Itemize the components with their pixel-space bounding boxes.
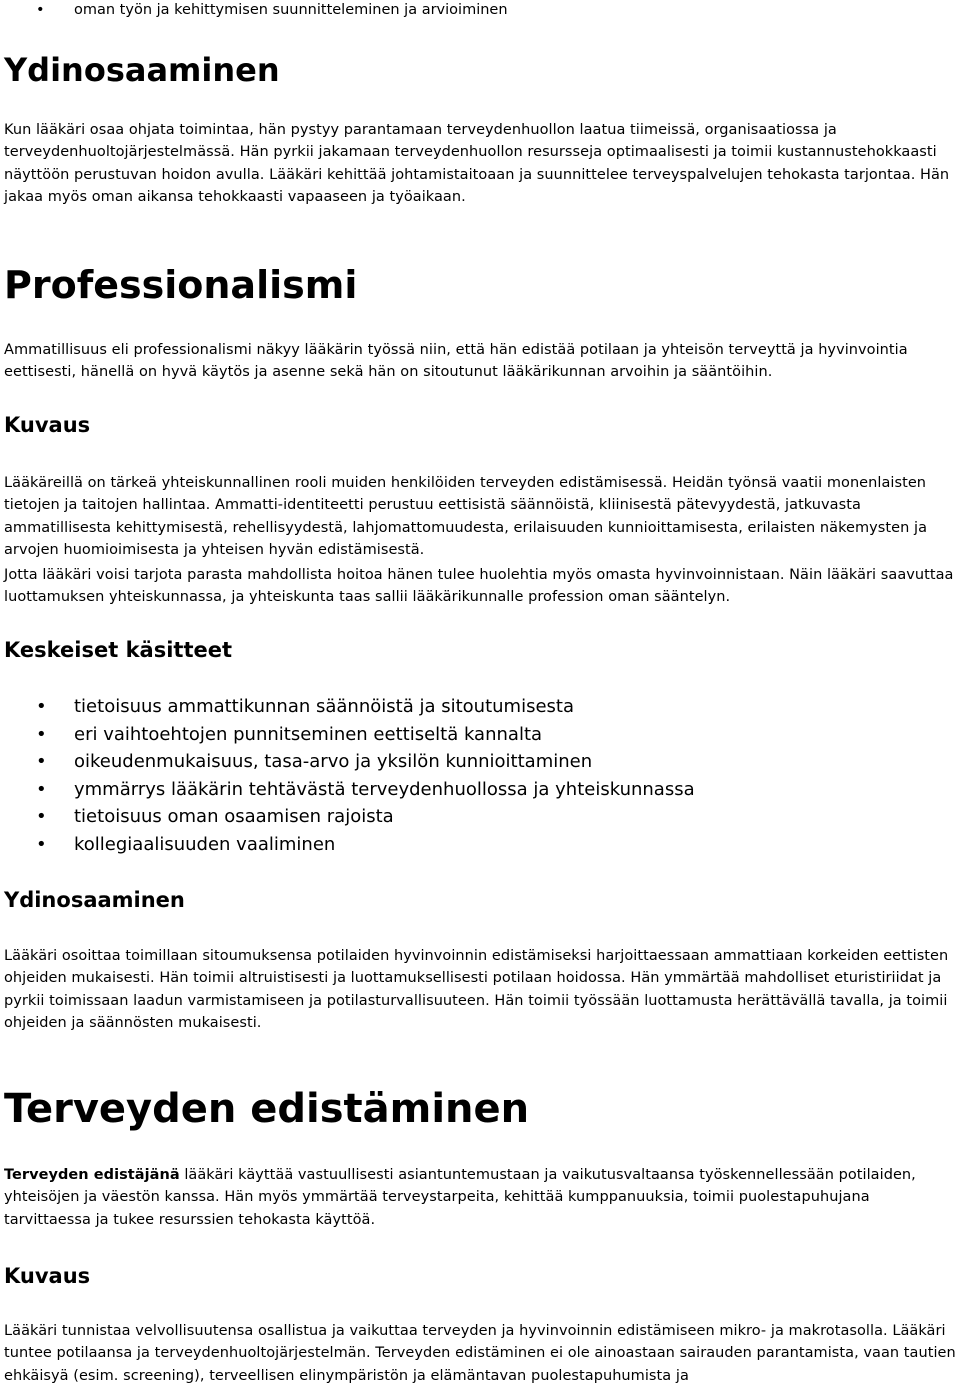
list-item — [0, 803, 960, 831]
keskeiset-list — [0, 693, 960, 859]
list-item-text: oikeudenmukaisuus, tasa-arvo ja yksilön kunnioittaminen — [74, 751, 593, 773]
section-paragraph: Lääkäreillä on tärkeä yhteiskunnallinen rooli muiden henkilöiden terveyden edistämisessä. Heidän työnsä vaatii monenlaisten tietojen ja taitojen hallintaa. Ammatti-identiteetti perustuu eettisistä säännöistä, kliinisestä pätevyydestä, jatkuvasta ammatillisesta kehittymisestä, rehellisyydestä, lahjomattomuudesta, erilaisuuden kunnioittamisesta, erilaisten näkemysten ja arvojen huomioimisesta ja yhteisen hyvän edistämisestä. — [4, 475, 928, 559]
list-item-text: ymmärrys lääkärin tehtävästä terveydenhuollossa ja yhteiskunnassa — [74, 778, 695, 800]
list-item-text: oman työn ja kehittymisen suunnitteleminen ja arvioiminen — [74, 2, 508, 18]
section-paragraph: Lääkäri osoittaa toimillaan sitoumuksensa potilaiden hyvinvoinnin edistämiseksi harjoittaessaan ammattiaan korkeiden eettisten ohjeiden mukaisesti. Hän toimii altruistisesti ja luottamuksellisesti potilaan hoidossa. Hän ymmärtää mahdolliset eturistiriidat ja pyrkii toimissaan laadun varmistamiseen ja potilasturvallisuuteen. Hän toimii työssään luottamusta herättävällä tavalla, ja toimii ohjeiden ja säännösten mukaisesti. — [4, 948, 949, 1032]
subheading-kuvaus: Kuvaus — [4, 1264, 91, 1288]
list-item — [0, 776, 960, 804]
section-heading-professionalismi: Professionalismi — [4, 263, 358, 307]
section-paragraph: Jotta lääkäri voisi tarjota parasta mahdollista hoitoa hänen tulee huolehtia myös omasta hyvinvoinnistaan. Näin lääkäri saavuttaa luottamuksen yhteiskunnassa, ja yhteiskunta taas sallii lääkärikunnalle profession oman sääntelyn. — [4, 567, 954, 606]
lead-text: lääkäri käyttää vastuullisesti asiantuntemustaan ja vaikutusvaltaansa työskennellessään potilaiden, yhteisöjen ja väestön kanssa. Hän myös ymmärtää terveystarpeita, kehittää kumppanuuksia, toimii puolestapuhujana tarvittaessa ja tukee resurssien tehokasta käyttöä. — [4, 1167, 916, 1228]
bullet-icon: • — [36, 751, 47, 773]
list-item — [0, 831, 960, 859]
bullet-icon: • — [36, 723, 47, 745]
subheading-keskeiset-kasitteet: Keskeiset käsitteet — [4, 638, 233, 662]
section-paragraph — [0, 1164, 960, 1231]
section-paragraph: Ammatillisuus eli professionalismi näkyy lääkärin työssä niin, että hän edistää potilaan ja yhteisön terveyttä ja hyvinvointia eettisesti, hänellä on hyvä käytös ja asenne sekä hän on sitoutunut lääkärikunnan arvoihin ja sääntöihin. — [4, 342, 908, 381]
list-item-text: tietoisuus ammattikunnan säännöistä ja sitoutumisesta — [74, 696, 574, 717]
list-item-text: tietoisuus oman osaamisen rajoista — [74, 806, 394, 828]
bullet-icon: • — [36, 2, 45, 18]
bullet-icon: • — [36, 778, 47, 800]
list-item-text: kollegiaalisuuden vaaliminen — [74, 833, 336, 855]
section-paragraph: Kun lääkäri osaa ohjata toimintaa, hän pystyy parantamaan terveydenhuollon laatua tiimeissä, organisaatiossa ja terveydenhuoltojärjestelmässä. Hän pyrkii jakamaan terveydenhuollon resursseja optimaalisesti ja toimii kustannustehokkaasti näyttöön perustuvan hoidon avulla. Lääkäri kehittää johtamistaitoaan ja suunnittelee terveyspalvelujen tehokasta tarjontaa. Hän jakaa myös oman aikansa tehokkaasti vapaaseen ja työaikaan. — [4, 122, 950, 206]
subheading-kuvaus: Kuvaus — [4, 413, 91, 437]
list-item — [0, 0, 960, 20]
subheading-ydinosaaminen: Ydinosaaminen — [4, 888, 185, 912]
list-item-text: eri vaihtoehtojen punnitseminen eettiseltä kannalta — [74, 723, 543, 745]
lead-bold-text: Terveyden edistäjänä — [4, 1167, 180, 1183]
section-heading-terveyden-edistaminen: Terveyden edistäminen — [4, 1086, 530, 1132]
bullet-icon: • — [36, 696, 47, 717]
list-item — [0, 721, 960, 749]
bullet-icon: • — [36, 833, 47, 855]
list-item — [0, 693, 960, 721]
list-item — [0, 748, 960, 776]
top-bullet-list — [0, 0, 960, 20]
section-heading-ydinosaaminen: Ydinosaaminen — [4, 51, 280, 89]
bullet-icon: • — [36, 806, 47, 828]
section-paragraph: Lääkäri tunnistaa velvollisuutensa osallistua ja vaikuttaa terveyden ja hyvinvoinnin edistämiseen mikro- ja makrotasolla. Lääkäri tuntee potilaansa ja terveydenhuoltojärjestelmän. Terveyden edistäminen ei ole ainoastaan sairauden parantamista, vaan tautien ehkäisyä (esim. screening), terveellisen elinympäristön ja elämäntavan puolestapuhumista ja — [4, 1323, 956, 1384]
